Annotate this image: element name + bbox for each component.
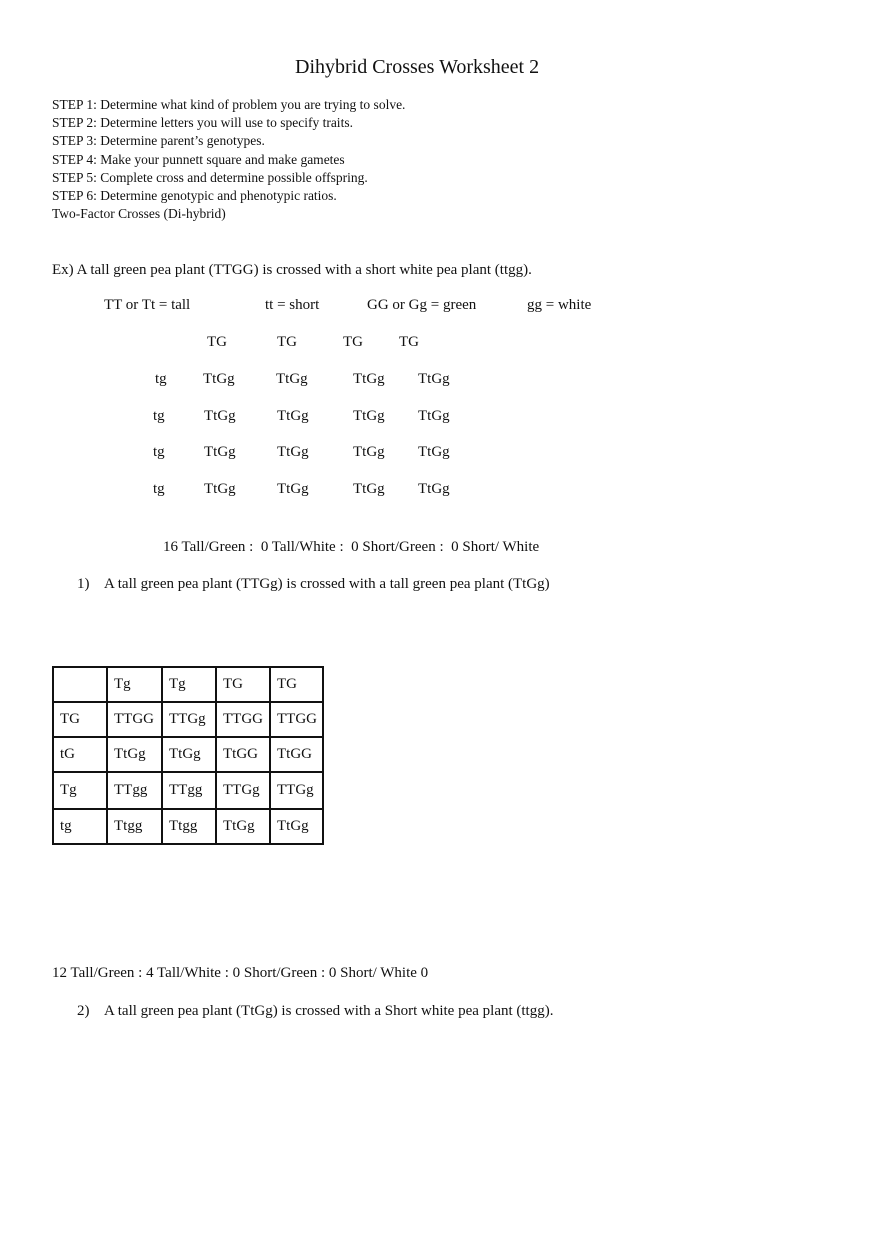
table-cell: TTGg xyxy=(216,772,270,809)
table-cell: TtGG xyxy=(270,737,323,772)
example-cell: TtGg xyxy=(418,408,450,424)
example-cell: TtGg xyxy=(276,371,308,387)
table-row-header: Tg xyxy=(53,772,107,809)
example-cell: TtGg xyxy=(418,371,450,387)
problem-1-ratio: 12 Tall/Green : 4 Tall/White : 0 Short/Green : 0 Short/ White 0 xyxy=(52,965,429,981)
table-cell: Ttgg xyxy=(162,809,216,844)
table-corner-cell xyxy=(53,667,107,702)
table-cell: TtGG xyxy=(216,737,270,772)
table-cell: TTGG xyxy=(107,702,162,737)
table-cell: TtGg xyxy=(107,737,162,772)
section-heading: Two-Factor Crosses (Di-hybrid) xyxy=(52,206,226,221)
example-cell: TtGg xyxy=(204,408,236,424)
table-row-header: tG xyxy=(53,737,107,772)
table-cell: TtGg xyxy=(270,809,323,844)
example-row-label: tg xyxy=(153,444,165,460)
step-2: STEP 2: Determine letters you will use to specify traits. xyxy=(52,115,353,130)
table-header-row xyxy=(53,667,323,702)
step-4: STEP 4: Make your punnett square and make gametes xyxy=(52,152,345,167)
example-col-header: TG xyxy=(343,334,363,350)
example-cell: TtGg xyxy=(204,444,236,460)
problem-1-punnett-table xyxy=(52,666,324,845)
key-tall: TT or Tt = tall xyxy=(104,297,191,313)
example-row-label: tg xyxy=(155,371,167,387)
example-prompt: Ex) A tall green pea plant (TTGG) is crossed with a short white pea plant (ttgg). xyxy=(52,262,532,278)
table-cell: TtGg xyxy=(162,737,216,772)
key-white: gg = white xyxy=(527,297,592,313)
table-row xyxy=(53,772,323,809)
example-cell: TtGg xyxy=(353,371,385,387)
table-cell: TTGg xyxy=(270,772,323,809)
example-cell: TtGg xyxy=(353,444,385,460)
table-col-header: Tg xyxy=(162,667,216,702)
step-1: STEP 1: Determine what kind of problem you are trying to solve. xyxy=(52,97,406,112)
table-col-header: Tg xyxy=(107,667,162,702)
table-row xyxy=(53,737,323,772)
table-cell: TtGg xyxy=(216,809,270,844)
key-green: GG or Gg = green xyxy=(367,297,477,313)
table-row-header: TG xyxy=(53,702,107,737)
table-row xyxy=(53,809,323,844)
example-ratio: 16 Tall/Green : 0 Tall/White : 0 Short/Green : 0 Short/ White xyxy=(163,539,540,555)
table-col-header: TG xyxy=(216,667,270,702)
table-cell: TTGg xyxy=(162,702,216,737)
table-cell: TTGG xyxy=(216,702,270,737)
example-col-header: TG xyxy=(399,334,419,350)
step-6: STEP 6: Determine genotypic and phenotypic ratios. xyxy=(52,188,337,203)
step-3: STEP 3: Determine parent’s genotypes. xyxy=(52,133,265,148)
page-title: Dihybrid Crosses Worksheet 2 xyxy=(295,56,540,78)
example-cell: TtGg xyxy=(277,408,309,424)
example-row-label: tg xyxy=(153,408,165,424)
example-cell: TtGg xyxy=(277,481,309,497)
example-cell: TtGg xyxy=(204,481,236,497)
table-row xyxy=(53,702,323,737)
example-cell: TtGg xyxy=(353,481,385,497)
example-col-header: TG xyxy=(207,334,227,350)
example-row-label: tg xyxy=(153,481,165,497)
example-cell: TtGg xyxy=(418,481,450,497)
problem-2-text: A tall green pea plant (TtGg) is crossed with a Short white pea plant (ttgg). xyxy=(104,1003,554,1019)
table-col-header: TG xyxy=(270,667,323,702)
key-short: tt = short xyxy=(265,297,320,313)
example-cell: TtGg xyxy=(353,408,385,424)
table-row-header: tg xyxy=(53,809,107,844)
step-5: STEP 5: Complete cross and determine possible offspring. xyxy=(52,170,368,185)
table-cell: TTGG xyxy=(270,702,323,737)
problem-1-text: A tall green pea plant (TTGg) is crossed with a tall green pea plant (TtGg) xyxy=(104,576,550,592)
table-cell: Ttgg xyxy=(107,809,162,844)
table-cell: TTgg xyxy=(162,772,216,809)
table-cell: TTgg xyxy=(107,772,162,809)
example-cell: TtGg xyxy=(277,444,309,460)
example-col-header: TG xyxy=(277,334,297,350)
problem-2-number: 2) xyxy=(77,1003,90,1019)
example-cell: TtGg xyxy=(203,371,235,387)
problem-1-number: 1) xyxy=(77,576,90,592)
example-cell: TtGg xyxy=(418,444,450,460)
